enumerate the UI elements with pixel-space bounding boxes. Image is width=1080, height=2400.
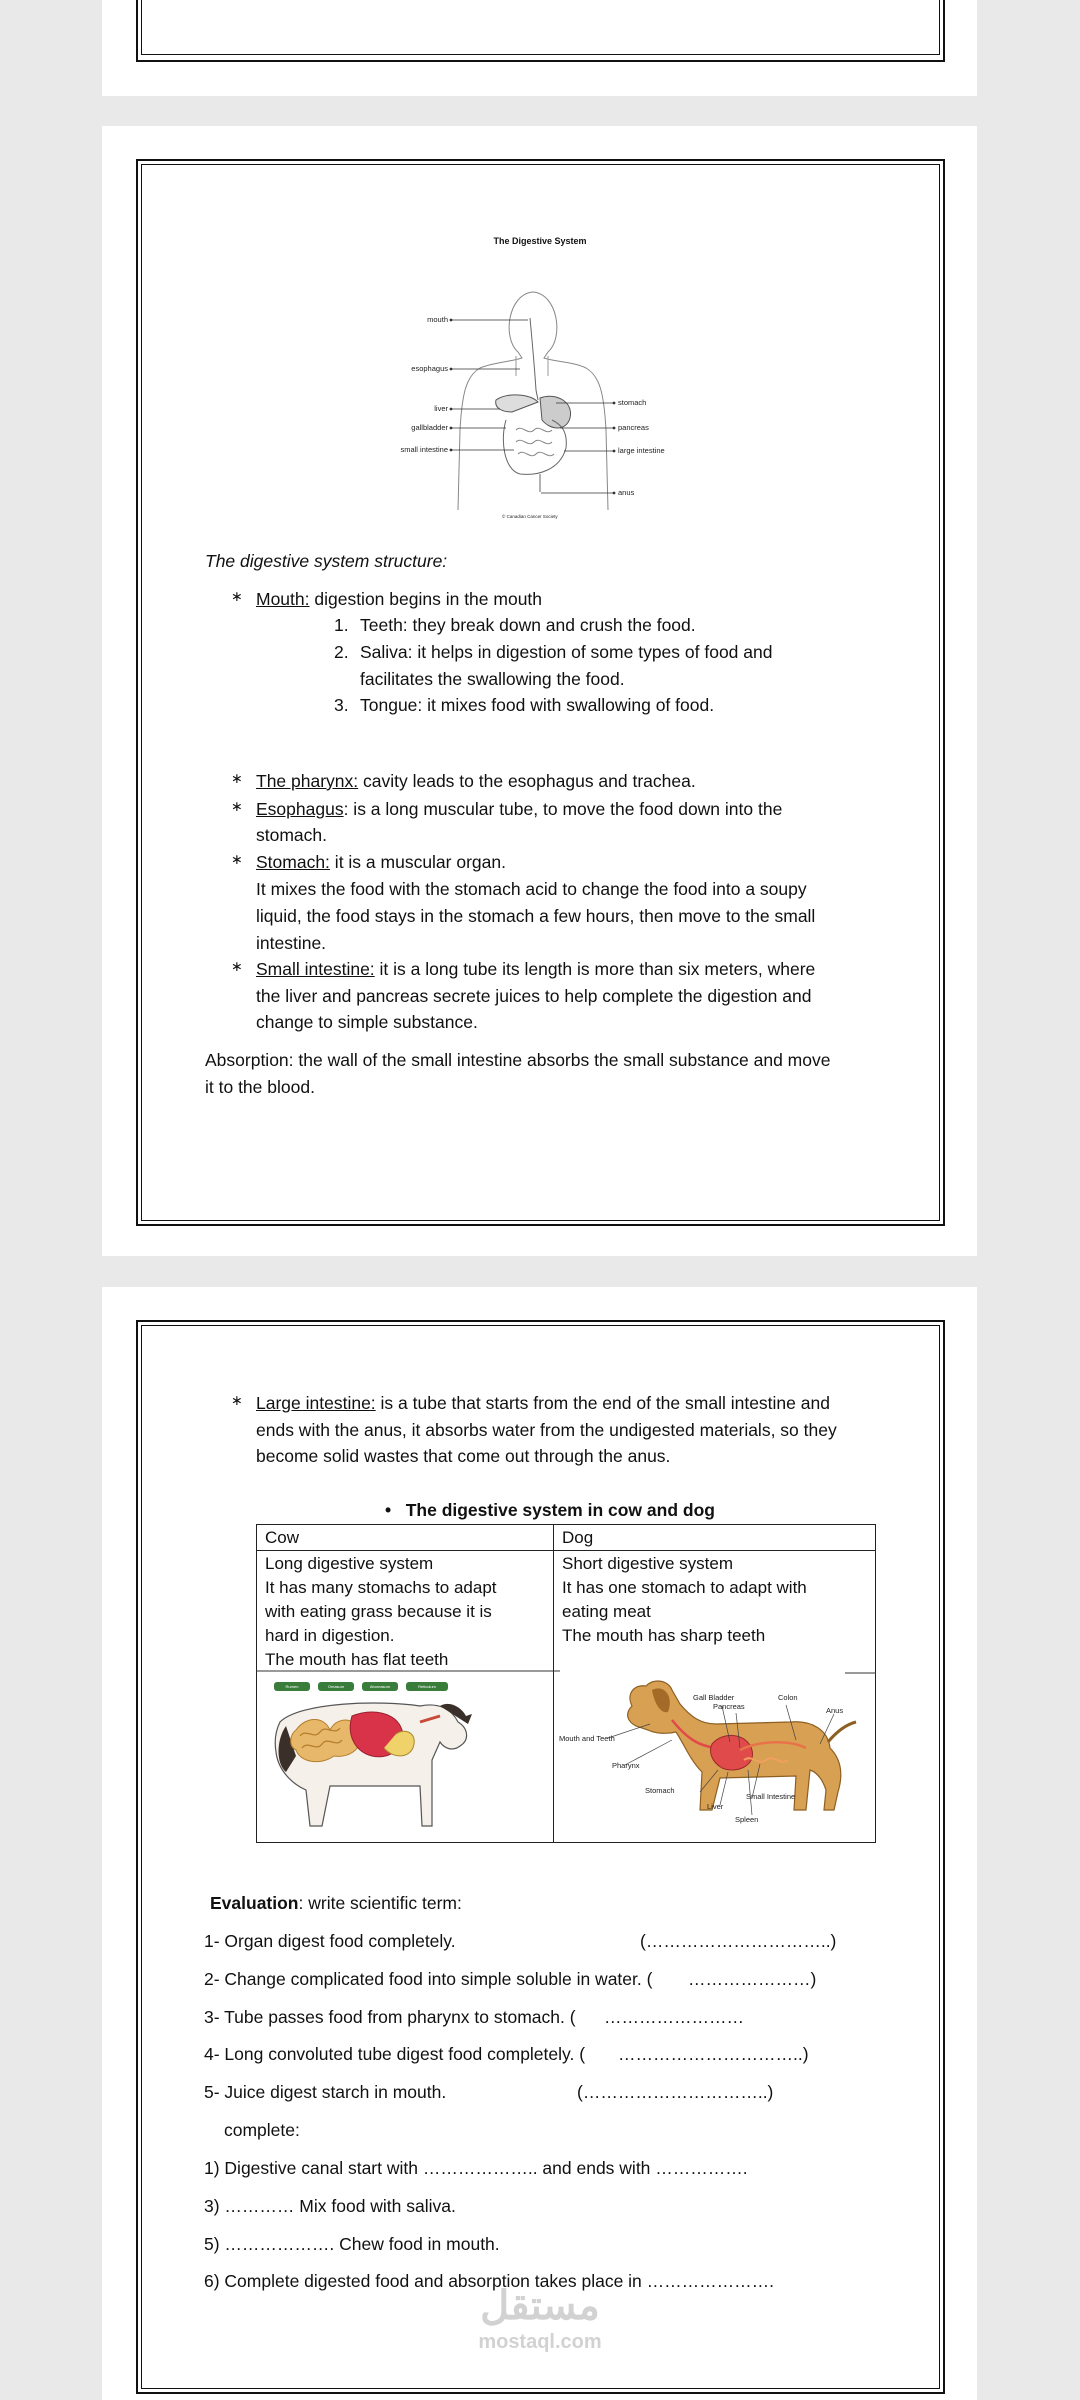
mouth-sub-2b: facilitates the swallowing the food. xyxy=(360,669,625,689)
bullet-icon: ∗ xyxy=(231,958,243,974)
complete-5: 5) ………………. Chew food in mouth. xyxy=(204,2234,500,2254)
cow-line-3: with eating grass because it is xyxy=(265,1602,492,1621)
eval-a2: …………………) xyxy=(688,1969,817,1989)
evaluation-title: Evaluation xyxy=(210,1893,299,1913)
eval-a3: …………………… xyxy=(604,2007,744,2027)
dog-label-stomach: Stomach xyxy=(645,1786,675,1795)
esophagus-desc: : is a long muscular tube, to move the food down into the xyxy=(343,799,783,819)
label-small-intestine: small intestine xyxy=(400,445,448,454)
mouth-sub-2: Saliva: it helps in digestion of some types of food and xyxy=(360,642,773,662)
bullet-icon: ∗ xyxy=(231,1392,243,1408)
stomach-term: Stomach: xyxy=(256,852,330,872)
eval-q2: 2- Change complicated food into simple soluble in water. ( xyxy=(204,1969,653,1989)
absorption-line-1: Absorption: the wall of the small intestine absorbs the small substance and move xyxy=(205,1050,831,1070)
mouth-num-2: 2. xyxy=(334,642,349,662)
mouth-term: Mouth: xyxy=(256,589,310,609)
eval-a5: (…………………………..) xyxy=(577,2082,774,2102)
watermark-text: mostaql.com xyxy=(478,2331,602,2353)
comparison-heading-text: The digestive system in cow and dog xyxy=(405,1500,715,1520)
figure-credit: © Canadian Cancer Society xyxy=(502,514,558,519)
eval-q5: 5- Juice digest starch in mouth. xyxy=(204,2082,447,2102)
cow-line-1: Long digestive system xyxy=(265,1554,434,1573)
mouth-num-1: 1. xyxy=(334,615,349,635)
cow-illustration xyxy=(275,1703,472,1826)
evaluation-heading xyxy=(210,1890,462,1917)
mouth-desc: digestion begins in the mouth xyxy=(309,589,543,609)
complete-label: complete: xyxy=(224,2120,300,2140)
dog-label-gall: Gall Bladder xyxy=(693,1693,735,1702)
figure-title: The Digestive System xyxy=(493,236,587,246)
label-liver: liver xyxy=(434,404,448,413)
label-esophagus: esophagus xyxy=(411,364,448,373)
large-intestine-desc: is a tube that starts from the end of the small intestine and xyxy=(375,1393,830,1413)
dog-line-1: Short digestive system xyxy=(562,1554,734,1573)
label-anus: anus xyxy=(618,488,635,497)
large-intestine-line-2: ends with the anus, it absorbs water from the undigested materials, so they xyxy=(256,1420,837,1440)
dog-label-liver: Liver xyxy=(707,1802,724,1811)
stomach-line-3: intestine. xyxy=(256,933,327,953)
dog-label-mouth: Mouth and Teeth xyxy=(559,1734,615,1743)
bullet-icon: ∗ xyxy=(231,588,243,604)
small-intestine-line-2: the liver and pancreas secrete juices to help complete the digestion and xyxy=(256,986,812,1006)
label-large-intestine: large intestine xyxy=(618,446,665,455)
mouth-sub-1: Teeth: they break down and crush the food. xyxy=(360,615,696,635)
bullet-dot-icon: • xyxy=(385,1500,406,1520)
cow-line-2: It has many stomachs to adapt xyxy=(265,1578,497,1597)
dog-line-4: The mouth has sharp teeth xyxy=(562,1626,766,1645)
cow-tag-rumen: Rumen xyxy=(274,1682,310,1691)
pharynx-desc: cavity leads to the esophagus and trachea. xyxy=(358,771,696,791)
small-intestine-desc: it is a long tube its length is more than six meters, where xyxy=(374,959,816,979)
eval-a4: …………………………..) xyxy=(618,2044,809,2064)
cow-line-5: The mouth has flat teeth xyxy=(265,1650,449,1669)
stomach-line-1: It mixes the food with the stomach acid to change the food into a soupy xyxy=(256,879,807,899)
large-intestine-term: Large intestine: xyxy=(256,1393,376,1413)
dog-label-spleen: Spleen xyxy=(735,1815,759,1824)
pharynx-term: The pharynx: xyxy=(256,771,359,791)
dog-label-pharynx: Pharynx xyxy=(612,1761,640,1770)
bullet-icon: ∗ xyxy=(231,798,243,814)
table-header-cow: Cow xyxy=(257,1525,554,1551)
eval-q1: 1- Organ digest food completely. xyxy=(204,1931,456,1951)
complete-3: 3) ………… Mix food with saliva. xyxy=(204,2196,456,2216)
label-gallbladder: gallbladder xyxy=(411,423,448,432)
structure-heading: The digestive system structure: xyxy=(205,551,448,571)
small-intestine-term: Small intestine: xyxy=(256,959,375,979)
cow-line-4: hard in digestion. xyxy=(265,1626,395,1645)
dog-label-anus: Anus xyxy=(826,1706,844,1715)
mouth-sub-3: Tongue: it mixes food with swallowing of food. xyxy=(360,695,715,715)
bullet-icon: ∗ xyxy=(231,770,243,786)
dog-line-3: eating meat xyxy=(562,1602,651,1621)
label-pancreas: pancreas xyxy=(618,423,649,432)
eval-q3: 3- Tube passes food from pharynx to stomach. ( xyxy=(204,2007,576,2027)
cow-tag-reticulum: Reticulum xyxy=(406,1682,448,1691)
dog-line-2: It has one stomach to adapt with xyxy=(562,1578,807,1597)
esophagus-line-2: stomach. xyxy=(256,825,327,845)
small-intestine-line-3: change to simple substance. xyxy=(256,1012,478,1032)
eval-a1: (…………………………..) xyxy=(640,1931,837,1951)
dog-label-pancreas: Pancreas xyxy=(713,1702,745,1711)
cow-tag-abomasum: Abomasum xyxy=(362,1682,398,1691)
cow-tag-omasum: Omasum xyxy=(318,1682,354,1691)
watermark-logo: مستقل xyxy=(480,2284,600,2328)
eval-q4: 4- Long convoluted tube digest food completely. ( xyxy=(204,2044,586,2064)
large-intestine-line-3: become solid wastes that come out through the anus. xyxy=(256,1446,671,1466)
complete-1: 1) Digestive canal start with ……………….. and ends with ……………. xyxy=(204,2158,748,2178)
dog-label-small-intestine: Small Intestine xyxy=(746,1792,796,1801)
table-header-dog: Dog xyxy=(554,1525,876,1551)
esophagus-term: Esophagus xyxy=(256,799,344,819)
stomach-line-2: liquid, the food stays in the stomach a few hours, then move to the small xyxy=(256,906,816,926)
stomach-desc: it is a muscular organ. xyxy=(329,852,506,872)
complete-6: 6) Complete digested food and absorption takes place in …………………. xyxy=(204,2271,775,2291)
mouth-num-3: 3. xyxy=(334,695,349,715)
dog-label-colon: Colon xyxy=(778,1693,798,1702)
label-stomach: stomach xyxy=(618,398,647,407)
absorption-line-2: it to the blood. xyxy=(205,1077,315,1097)
evaluation-subtitle: : write scientific term: xyxy=(298,1893,462,1913)
label-mouth: mouth xyxy=(427,315,448,324)
bullet-icon: ∗ xyxy=(231,851,243,867)
